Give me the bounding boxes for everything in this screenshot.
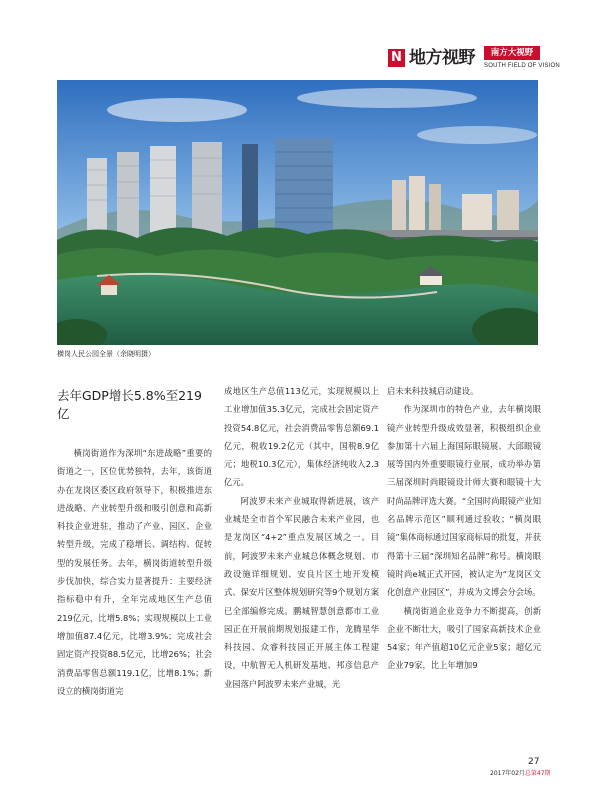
paragraph: 启未来科技城启动建设。 — [387, 386, 479, 396]
park-panorama-photo — [57, 80, 538, 345]
masthead — [388, 44, 560, 74]
article-column-2 — [224, 382, 379, 693]
article-headline: 去年GDP增长5.8%至219亿 — [57, 388, 202, 421]
paragraph: 横岗街道企业竞争力不断提高，创新企业不断壮大，吸引了国家高新技术企业54家；年产值超10亿元企业5家；超亿元企业79家，比上年增加9 — [387, 605, 541, 671]
photo-caption: 横岗人民公园全景（余晓明摄） — [57, 350, 155, 358]
paragraph: 横岗街道作为深圳“东进战略”重要的街道之一，区位优势独特，去年，该街道办在龙岗区委区政府领导下，积极推进东进战略、产业转型升级和吸引创意和高新科技企业进驻，推动了产业、园区、企业转型升级，完成了稳增长、调结构、促转型的发展任务。去年，横岗街道转型升级步伐加快，综合实力显著提升：主要经济指标稳中有升，全年完成地区生产总值219亿元，比增5.8%；实现规模以上工业增加值87.4亿元，比增3.9%；完成社会固定资产投资88.5亿元，比增26%；社会消费品零售总额119.1亿，比增8.1%；新设立的横岗街道完 — [57, 448, 212, 696]
magazine-logo: N — [388, 49, 405, 67]
brand-tag: 南方大视野 — [484, 46, 540, 60]
issue-line — [490, 770, 551, 778]
article-column-3 — [387, 382, 541, 675]
article-column-1 — [57, 444, 212, 700]
brand-english-name: SOUTH FIELD OF VISION — [484, 63, 560, 69]
paragraph: 成地区生产总值113亿元，实现规模以上工业增加值35.3亿元，完成社会固定资产投资54.8亿元，社会消费品零售总额69.1亿元，税收19.2亿元（其中，国税8.9亿元；地税10.3亿元），集体经济纯收入2.3亿元。 — [224, 386, 379, 488]
column-title: 地方视野 — [409, 48, 475, 68]
issue-total: 总第47期 — [524, 770, 551, 777]
paragraph: 阿波罗未来产业城取得新进展，该产业城是全市首个军民融合未来产业园，也是龙岗区“4+2”重点发展区域之一。目前，阿波罗未来产业城总体概念规划、市政设施详细规划、安良片区土地开发模式、保安片区整体规划研究等9个规划方案已全部编修完成。鹏城智慧创意都市工业园正在开展前期规划报建工作，龙腾星华科技园、众睿科技园正开展主体工程建设，中航智无人机研发基地、邦彦信息产业园落户阿波罗未来产业城，光 — [224, 495, 379, 689]
issue-date: 2017年02月 — [490, 770, 525, 777]
page-number: 27 — [528, 757, 540, 767]
paragraph: 作为深圳市的特色产业，去年横岗眼镜产业转型升级成效显著，积极组织企业参加第十六届上海国际眼镜展、大邱眼镜展等国内外重要眼镜行业展，成功举办第三届深圳时尚眼镜设计师大赛和眼镜十大时尚品牌评选大赛。“全国时尚眼镜产业知名品牌示范区”顺利通过验收；“横岗眼镜”集体商标通过国家商标局的批复，并获得第十三届“深圳知名品牌”称号。横岗眼镜时尚e城正式开园，被认定为“龙岗区文化创意产业园区”，并成为文博会分会场。 — [387, 404, 541, 598]
